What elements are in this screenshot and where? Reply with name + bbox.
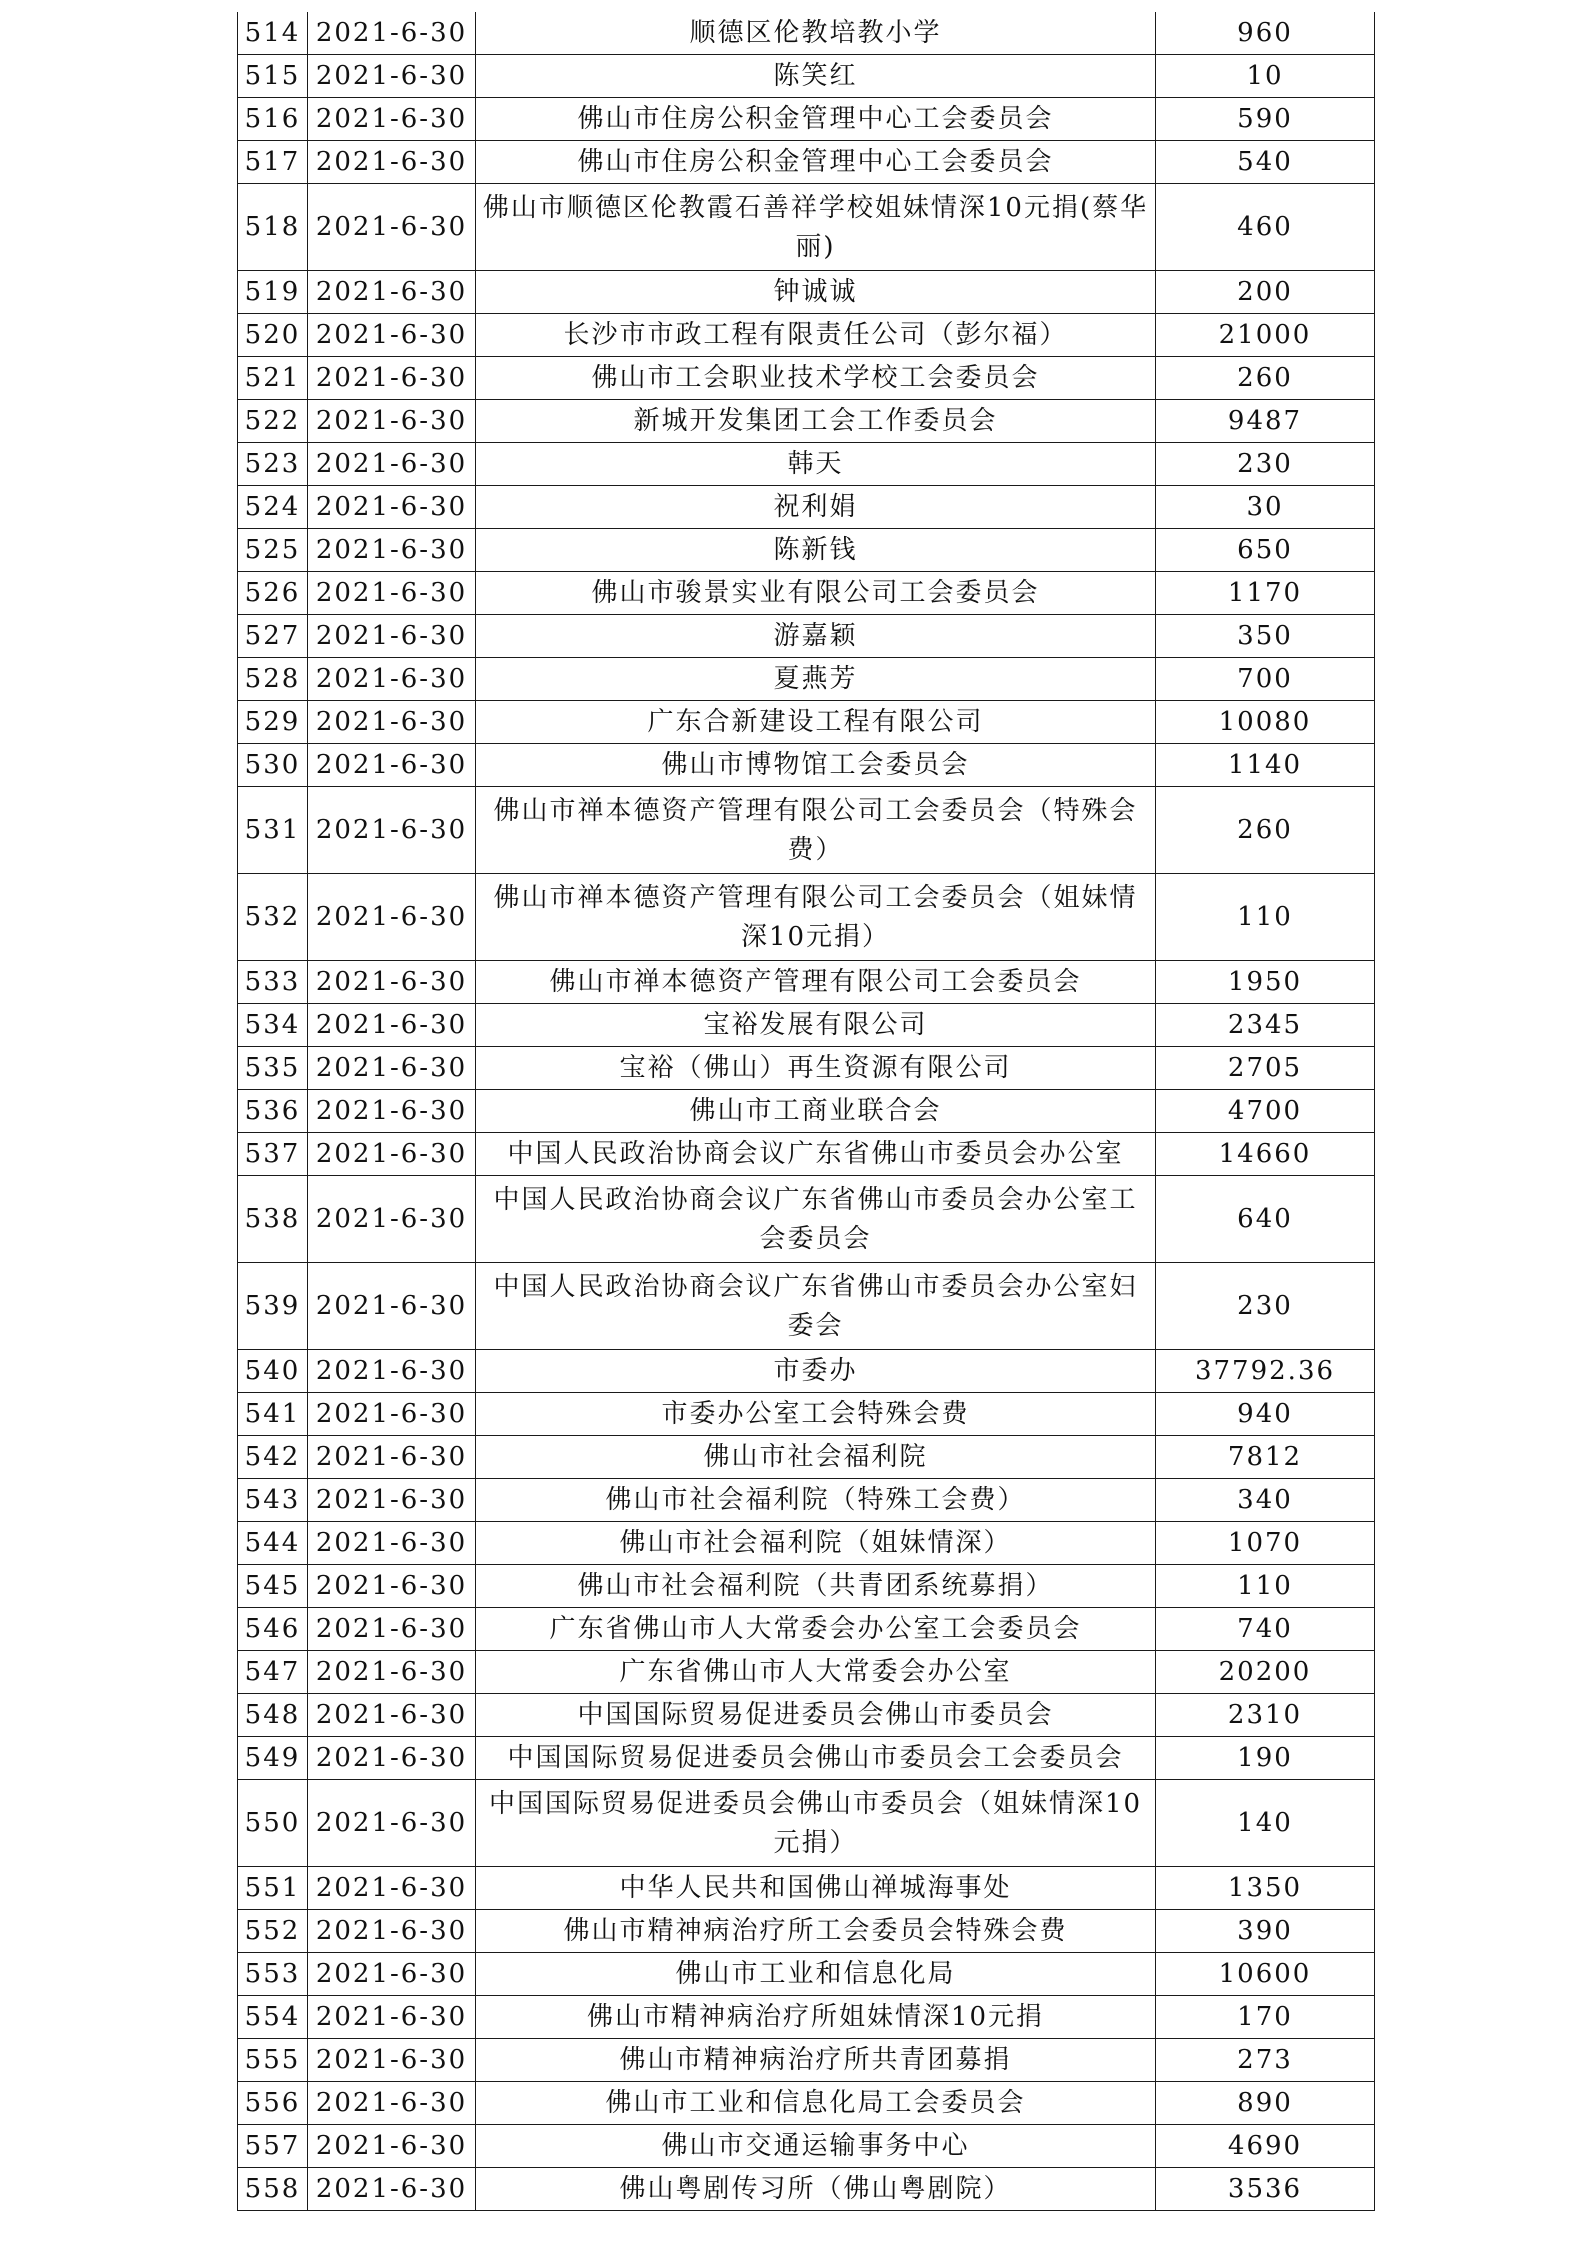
table-row xyxy=(238,744,1375,787)
amount-cell: 230 xyxy=(1156,1263,1375,1350)
row-number-cell: 544 xyxy=(238,1522,308,1565)
table-row xyxy=(238,1133,1375,1176)
donor-name-cell: 佛山市禅本德资产管理有限公司工会委员会（特殊会费） xyxy=(476,787,1156,874)
date-cell: 2021-6-30 xyxy=(308,1004,476,1047)
row-number-cell: 557 xyxy=(238,2125,308,2168)
date-cell: 2021-6-30 xyxy=(308,529,476,572)
donor-name-cell: 长沙市市政工程有限责任公司（彭尔福） xyxy=(476,314,1156,357)
date-cell: 2021-6-30 xyxy=(308,787,476,874)
row-number-cell: 530 xyxy=(238,744,308,787)
date-cell: 2021-6-30 xyxy=(308,1522,476,1565)
table-row xyxy=(238,443,1375,486)
table-row xyxy=(238,1996,1375,2039)
row-number-cell: 515 xyxy=(238,55,308,98)
donor-name-cell: 佛山市顺德区伦教霞石善祥学校姐妹情深10元捐(蔡华丽) xyxy=(476,184,1156,271)
amount-cell: 340 xyxy=(1156,1479,1375,1522)
date-cell: 2021-6-30 xyxy=(308,98,476,141)
table-row xyxy=(238,1953,1375,1996)
donor-name-cell: 夏燕芳 xyxy=(476,658,1156,701)
row-number-cell: 546 xyxy=(238,1608,308,1651)
date-cell: 2021-6-30 xyxy=(308,1090,476,1133)
amount-cell: 350 xyxy=(1156,615,1375,658)
date-cell: 2021-6-30 xyxy=(308,874,476,961)
amount-cell: 200 xyxy=(1156,271,1375,314)
table-row xyxy=(238,1004,1375,1047)
donor-name-cell: 广东省佛山市人大常委会办公室工会委员会 xyxy=(476,1608,1156,1651)
date-cell: 2021-6-30 xyxy=(308,400,476,443)
row-number-cell: 523 xyxy=(238,443,308,486)
amount-cell: 700 xyxy=(1156,658,1375,701)
donor-name-cell: 佛山市工业和信息化局工会委员会 xyxy=(476,2082,1156,2125)
table-row xyxy=(238,1350,1375,1393)
row-number-cell: 528 xyxy=(238,658,308,701)
amount-cell: 7812 xyxy=(1156,1436,1375,1479)
date-cell: 2021-6-30 xyxy=(308,314,476,357)
amount-cell: 170 xyxy=(1156,1996,1375,2039)
table-row xyxy=(238,658,1375,701)
amount-cell: 273 xyxy=(1156,2039,1375,2082)
table-row xyxy=(238,1867,1375,1910)
table-row xyxy=(238,1479,1375,1522)
amount-cell: 4700 xyxy=(1156,1090,1375,1133)
amount-cell: 2705 xyxy=(1156,1047,1375,1090)
donor-name-cell: 佛山粤剧传习所（佛山粤剧院） xyxy=(476,2168,1156,2211)
donor-name-cell: 宝裕（佛山）再生资源有限公司 xyxy=(476,1047,1156,1090)
row-number-cell: 524 xyxy=(238,486,308,529)
donor-name-cell: 佛山市社会福利院 xyxy=(476,1436,1156,1479)
date-cell: 2021-6-30 xyxy=(308,486,476,529)
amount-cell: 4690 xyxy=(1156,2125,1375,2168)
row-number-cell: 529 xyxy=(238,701,308,744)
table-row xyxy=(238,184,1375,271)
row-number-cell: 517 xyxy=(238,141,308,184)
donor-name-cell: 顺德区伦教培教小学 xyxy=(476,12,1156,55)
amount-cell: 640 xyxy=(1156,1176,1375,1263)
table-row xyxy=(238,1565,1375,1608)
donor-name-cell: 宝裕发展有限公司 xyxy=(476,1004,1156,1047)
table-row xyxy=(238,701,1375,744)
row-number-cell: 527 xyxy=(238,615,308,658)
donor-name-cell: 佛山市工商业联合会 xyxy=(476,1090,1156,1133)
date-cell: 2021-6-30 xyxy=(308,1953,476,1996)
date-cell: 2021-6-30 xyxy=(308,1996,476,2039)
date-cell: 2021-6-30 xyxy=(308,2168,476,2211)
row-number-cell: 556 xyxy=(238,2082,308,2125)
amount-cell: 10 xyxy=(1156,55,1375,98)
donor-name-cell: 佛山市骏景实业有限公司工会委员会 xyxy=(476,572,1156,615)
date-cell: 2021-6-30 xyxy=(308,1694,476,1737)
table-row xyxy=(238,400,1375,443)
date-cell: 2021-6-30 xyxy=(308,1651,476,1694)
date-cell: 2021-6-30 xyxy=(308,1350,476,1393)
date-cell: 2021-6-30 xyxy=(308,1133,476,1176)
table-row xyxy=(238,572,1375,615)
date-cell: 2021-6-30 xyxy=(308,443,476,486)
amount-cell: 190 xyxy=(1156,1737,1375,1780)
donor-name-cell: 佛山市精神病治疗所姐妹情深10元捐 xyxy=(476,1996,1156,2039)
row-number-cell: 521 xyxy=(238,357,308,400)
date-cell: 2021-6-30 xyxy=(308,12,476,55)
table-row xyxy=(238,2125,1375,2168)
date-cell: 2021-6-30 xyxy=(308,701,476,744)
table-row xyxy=(238,141,1375,184)
date-cell: 2021-6-30 xyxy=(308,271,476,314)
donation-table-body xyxy=(238,12,1375,2211)
donor-name-cell: 新城开发集团工会工作委员会 xyxy=(476,400,1156,443)
donor-name-cell: 中国人民政治协商会议广东省佛山市委员会办公室工会委员会 xyxy=(476,1176,1156,1263)
amount-cell: 740 xyxy=(1156,1608,1375,1651)
amount-cell: 390 xyxy=(1156,1910,1375,1953)
amount-cell: 140 xyxy=(1156,1780,1375,1867)
donor-name-cell: 佛山市禅本德资产管理有限公司工会委员会（姐妹情深10元捐） xyxy=(476,874,1156,961)
donor-name-cell: 中华人民共和国佛山禅城海事处 xyxy=(476,1867,1156,1910)
amount-cell: 110 xyxy=(1156,874,1375,961)
donor-name-cell: 中国国际贸易促进委员会佛山市委员会（姐妹情深10元捐） xyxy=(476,1780,1156,1867)
table-row xyxy=(238,1737,1375,1780)
table-row xyxy=(238,486,1375,529)
row-number-cell: 516 xyxy=(238,98,308,141)
table-row xyxy=(238,1910,1375,1953)
row-number-cell: 549 xyxy=(238,1737,308,1780)
date-cell: 2021-6-30 xyxy=(308,2082,476,2125)
amount-cell: 2310 xyxy=(1156,1694,1375,1737)
row-number-cell: 541 xyxy=(238,1393,308,1436)
amount-cell: 1070 xyxy=(1156,1522,1375,1565)
row-number-cell: 514 xyxy=(238,12,308,55)
row-number-cell: 538 xyxy=(238,1176,308,1263)
row-number-cell: 545 xyxy=(238,1565,308,1608)
row-number-cell: 539 xyxy=(238,1263,308,1350)
date-cell: 2021-6-30 xyxy=(308,357,476,400)
donor-name-cell: 陈笑红 xyxy=(476,55,1156,98)
row-number-cell: 550 xyxy=(238,1780,308,1867)
donor-name-cell: 广东省佛山市人大常委会办公室 xyxy=(476,1651,1156,1694)
amount-cell: 890 xyxy=(1156,2082,1375,2125)
donation-table xyxy=(237,12,1375,2211)
row-number-cell: 548 xyxy=(238,1694,308,1737)
table-row xyxy=(238,1780,1375,1867)
amount-cell: 260 xyxy=(1156,787,1375,874)
date-cell: 2021-6-30 xyxy=(308,141,476,184)
table-row xyxy=(238,615,1375,658)
donor-name-cell: 市委办公室工会特殊会费 xyxy=(476,1393,1156,1436)
amount-cell: 590 xyxy=(1156,98,1375,141)
donor-name-cell: 祝利娟 xyxy=(476,486,1156,529)
table-row xyxy=(238,1522,1375,1565)
amount-cell: 37792.36 xyxy=(1156,1350,1375,1393)
row-number-cell: 525 xyxy=(238,529,308,572)
date-cell: 2021-6-30 xyxy=(308,1867,476,1910)
table-row xyxy=(238,12,1375,55)
table-row xyxy=(238,271,1375,314)
amount-cell: 1170 xyxy=(1156,572,1375,615)
table-row xyxy=(238,1176,1375,1263)
amount-cell: 650 xyxy=(1156,529,1375,572)
row-number-cell: 533 xyxy=(238,961,308,1004)
date-cell: 2021-6-30 xyxy=(308,1479,476,1522)
row-number-cell: 522 xyxy=(238,400,308,443)
table-row xyxy=(238,787,1375,874)
table-row xyxy=(238,1393,1375,1436)
table-row xyxy=(238,1651,1375,1694)
donor-name-cell: 广东合新建设工程有限公司 xyxy=(476,701,1156,744)
row-number-cell: 555 xyxy=(238,2039,308,2082)
table-row xyxy=(238,2082,1375,2125)
amount-cell: 230 xyxy=(1156,443,1375,486)
donor-name-cell: 中国国际贸易促进委员会佛山市委员会工会委员会 xyxy=(476,1737,1156,1780)
date-cell: 2021-6-30 xyxy=(308,2125,476,2168)
donor-name-cell: 佛山市禅本德资产管理有限公司工会委员会 xyxy=(476,961,1156,1004)
row-number-cell: 536 xyxy=(238,1090,308,1133)
amount-cell: 460 xyxy=(1156,184,1375,271)
row-number-cell: 519 xyxy=(238,271,308,314)
date-cell: 2021-6-30 xyxy=(308,1910,476,1953)
row-number-cell: 543 xyxy=(238,1479,308,1522)
table-row xyxy=(238,2168,1375,2211)
table-row xyxy=(238,874,1375,961)
table-row xyxy=(238,529,1375,572)
table-row xyxy=(238,1263,1375,1350)
date-cell: 2021-6-30 xyxy=(308,1780,476,1867)
donor-name-cell: 佛山市社会福利院（特殊工会费） xyxy=(476,1479,1156,1522)
date-cell: 2021-6-30 xyxy=(308,1047,476,1090)
table-row xyxy=(238,1047,1375,1090)
row-number-cell: 520 xyxy=(238,314,308,357)
row-number-cell: 534 xyxy=(238,1004,308,1047)
date-cell: 2021-6-30 xyxy=(308,744,476,787)
amount-cell: 21000 xyxy=(1156,314,1375,357)
donor-name-cell: 佛山市社会福利院（姐妹情深） xyxy=(476,1522,1156,1565)
amount-cell: 10080 xyxy=(1156,701,1375,744)
amount-cell: 540 xyxy=(1156,141,1375,184)
table-row xyxy=(238,2039,1375,2082)
row-number-cell: 531 xyxy=(238,787,308,874)
donor-name-cell: 中国国际贸易促进委员会佛山市委员会 xyxy=(476,1694,1156,1737)
donor-name-cell: 中国人民政治协商会议广东省佛山市委员会办公室妇委会 xyxy=(476,1263,1156,1350)
date-cell: 2021-6-30 xyxy=(308,1393,476,1436)
amount-cell: 1350 xyxy=(1156,1867,1375,1910)
table-row xyxy=(238,1608,1375,1651)
date-cell: 2021-6-30 xyxy=(308,55,476,98)
amount-cell: 3536 xyxy=(1156,2168,1375,2211)
row-number-cell: 535 xyxy=(238,1047,308,1090)
date-cell: 2021-6-30 xyxy=(308,1565,476,1608)
table-row xyxy=(238,55,1375,98)
date-cell: 2021-6-30 xyxy=(308,658,476,701)
date-cell: 2021-6-30 xyxy=(308,572,476,615)
donor-name-cell: 钟诚诚 xyxy=(476,271,1156,314)
donor-name-cell: 佛山市住房公积金管理中心工会委员会 xyxy=(476,98,1156,141)
amount-cell: 10600 xyxy=(1156,1953,1375,1996)
row-number-cell: 537 xyxy=(238,1133,308,1176)
amount-cell: 20200 xyxy=(1156,1651,1375,1694)
donor-name-cell: 佛山市交通运输事务中心 xyxy=(476,2125,1156,2168)
table-row xyxy=(238,1090,1375,1133)
date-cell: 2021-6-30 xyxy=(308,1608,476,1651)
row-number-cell: 547 xyxy=(238,1651,308,1694)
amount-cell: 260 xyxy=(1156,357,1375,400)
amount-cell: 940 xyxy=(1156,1393,1375,1436)
amount-cell: 14660 xyxy=(1156,1133,1375,1176)
amount-cell: 1140 xyxy=(1156,744,1375,787)
donor-name-cell: 佛山市工会职业技术学校工会委员会 xyxy=(476,357,1156,400)
amount-cell: 1950 xyxy=(1156,961,1375,1004)
donor-name-cell: 佛山市社会福利院（共青团系统募捐） xyxy=(476,1565,1156,1608)
date-cell: 2021-6-30 xyxy=(308,961,476,1004)
date-cell: 2021-6-30 xyxy=(308,2039,476,2082)
row-number-cell: 553 xyxy=(238,1953,308,1996)
donor-name-cell: 陈新钱 xyxy=(476,529,1156,572)
amount-cell: 30 xyxy=(1156,486,1375,529)
date-cell: 2021-6-30 xyxy=(308,1263,476,1350)
row-number-cell: 526 xyxy=(238,572,308,615)
amount-cell: 960 xyxy=(1156,12,1375,55)
table-row xyxy=(238,1694,1375,1737)
date-cell: 2021-6-30 xyxy=(308,1436,476,1479)
row-number-cell: 532 xyxy=(238,874,308,961)
donor-name-cell: 游嘉颖 xyxy=(476,615,1156,658)
donor-name-cell: 佛山市博物馆工会委员会 xyxy=(476,744,1156,787)
date-cell: 2021-6-30 xyxy=(308,184,476,271)
row-number-cell: 540 xyxy=(238,1350,308,1393)
donor-name-cell: 韩天 xyxy=(476,443,1156,486)
donor-name-cell: 佛山市精神病治疗所工会委员会特殊会费 xyxy=(476,1910,1156,1953)
table-row xyxy=(238,357,1375,400)
date-cell: 2021-6-30 xyxy=(308,1176,476,1263)
amount-cell: 110 xyxy=(1156,1565,1375,1608)
table-row xyxy=(238,98,1375,141)
table-row xyxy=(238,1436,1375,1479)
amount-cell: 9487 xyxy=(1156,400,1375,443)
donor-name-cell: 佛山市住房公积金管理中心工会委员会 xyxy=(476,141,1156,184)
row-number-cell: 542 xyxy=(238,1436,308,1479)
donor-name-cell: 佛山市精神病治疗所共青团募捐 xyxy=(476,2039,1156,2082)
table-row xyxy=(238,961,1375,1004)
donor-name-cell: 中国人民政治协商会议广东省佛山市委员会办公室 xyxy=(476,1133,1156,1176)
row-number-cell: 558 xyxy=(238,2168,308,2211)
row-number-cell: 554 xyxy=(238,1996,308,2039)
row-number-cell: 551 xyxy=(238,1867,308,1910)
donor-name-cell: 佛山市工业和信息化局 xyxy=(476,1953,1156,1996)
donation-table-page xyxy=(237,12,1374,2211)
amount-cell: 2345 xyxy=(1156,1004,1375,1047)
date-cell: 2021-6-30 xyxy=(308,615,476,658)
table-row xyxy=(238,314,1375,357)
row-number-cell: 518 xyxy=(238,184,308,271)
donor-name-cell: 市委办 xyxy=(476,1350,1156,1393)
row-number-cell: 552 xyxy=(238,1910,308,1953)
date-cell: 2021-6-30 xyxy=(308,1737,476,1780)
